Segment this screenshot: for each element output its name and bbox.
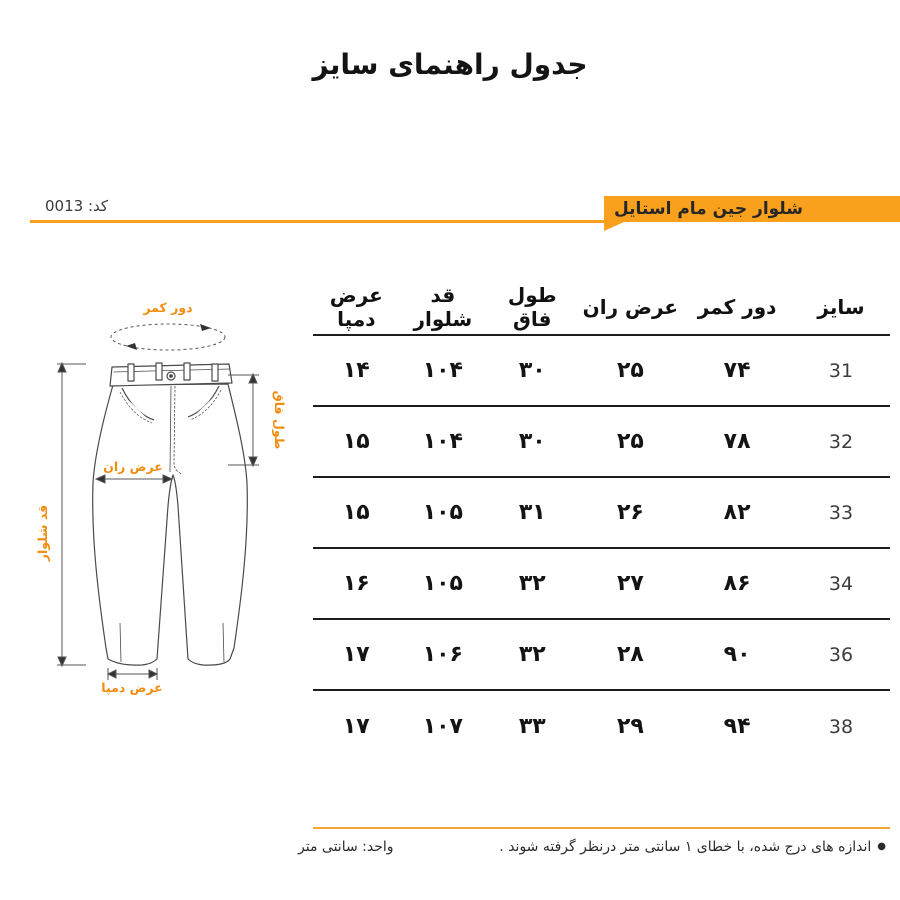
- ellipse-arrow-left: [126, 343, 137, 350]
- cell-crotch: ۳۲: [518, 642, 546, 667]
- cell-size: 31: [828, 359, 854, 382]
- footer-divider: [313, 827, 890, 829]
- label-length: قد شلوار: [35, 504, 50, 562]
- cell-size: 32: [828, 430, 854, 453]
- header-crotch: طول فاق: [507, 283, 557, 331]
- cell-length: ۱۰۴: [422, 358, 463, 383]
- cell-size: 36: [828, 643, 854, 666]
- cell-waist: ۸۶: [723, 571, 751, 596]
- size-table: [313, 280, 890, 762]
- label-crotch: طول فاق: [272, 390, 287, 450]
- product-code: کد: 0013: [45, 197, 109, 215]
- cell-length: ۱۰۵: [422, 571, 463, 596]
- cell-length: ۱۰۵: [422, 500, 463, 525]
- cell-waist: ۹۴: [723, 714, 751, 739]
- cell-waist: ۷۸: [723, 429, 751, 454]
- table-row: [313, 620, 890, 691]
- table-row: [313, 336, 890, 407]
- cell-size: 38: [828, 715, 854, 738]
- header-hem: عرض دمپا: [329, 283, 383, 331]
- header-size: سایز: [817, 295, 865, 319]
- cell-hem: ۱۵: [342, 500, 370, 525]
- product-name: شلوار جین مام استایل: [614, 199, 803, 219]
- cell-hem: ۱۷: [342, 642, 370, 667]
- cell-thigh: ۲۸: [616, 642, 644, 667]
- cell-thigh: ۲۵: [616, 358, 644, 383]
- label-hem: عرض دمپا: [101, 680, 163, 695]
- cell-waist: ۷۴: [723, 358, 751, 383]
- dim-length: [57, 363, 86, 666]
- pants-outline: [93, 363, 248, 665]
- table-row: [313, 407, 890, 478]
- product-banner: [604, 196, 900, 222]
- table-row: [313, 549, 890, 620]
- cell-thigh: ۲۵: [616, 429, 644, 454]
- cell-hem: ۱۶: [342, 571, 370, 596]
- cell-waist: ۸۲: [723, 500, 751, 525]
- header-thigh: عرض ران: [582, 295, 679, 319]
- cell-crotch: ۳۱: [518, 500, 546, 525]
- cell-waist: ۹۰: [723, 642, 751, 667]
- bullet-icon: ●: [877, 841, 886, 852]
- cell-hem: ۱۵: [342, 429, 370, 454]
- label-waist: دور کمر: [143, 300, 193, 315]
- pants-diagram: [30, 288, 310, 708]
- waist-measure-ellipse: [111, 324, 225, 350]
- cell-crotch: ۳۰: [518, 429, 546, 454]
- dim-hem: [108, 668, 157, 680]
- cell-thigh: ۲۷: [616, 571, 644, 596]
- page-title: جدول راهنمای سایز: [312, 48, 588, 81]
- banner-ribbon-tail: [604, 222, 624, 231]
- table-row: [313, 691, 890, 762]
- banner-underline: [30, 220, 606, 223]
- footer-unit: واحد: سانتی متر: [298, 839, 394, 855]
- cell-size: 33: [828, 501, 854, 524]
- cell-length: ۱۰۷: [422, 714, 463, 739]
- cell-thigh: ۲۶: [616, 500, 644, 525]
- cell-size: 34: [828, 572, 854, 595]
- footer-note-text: اندازه های درج شده، با خطای ۱ سانتی متر درنظر گرفته شوند .: [499, 839, 872, 855]
- cell-crotch: ۳۲: [518, 571, 546, 596]
- label-thigh: عرض ران: [103, 459, 163, 474]
- table-header-row: [313, 280, 890, 336]
- header-waist: دور کمر: [697, 295, 777, 319]
- cell-hem: ۱۷: [342, 714, 370, 739]
- ellipse-arrow-right: [200, 324, 211, 331]
- cell-length: ۱۰۴: [422, 429, 463, 454]
- table-row: [313, 478, 890, 549]
- cell-crotch: ۳۰: [518, 358, 546, 383]
- footer-note: [499, 839, 886, 855]
- cell-length: ۱۰۶: [422, 642, 463, 667]
- cell-crotch: ۳۳: [518, 714, 546, 739]
- header-length: قد شلوار: [413, 283, 473, 331]
- cell-thigh: ۲۹: [616, 714, 644, 739]
- cell-hem: ۱۴: [342, 358, 370, 383]
